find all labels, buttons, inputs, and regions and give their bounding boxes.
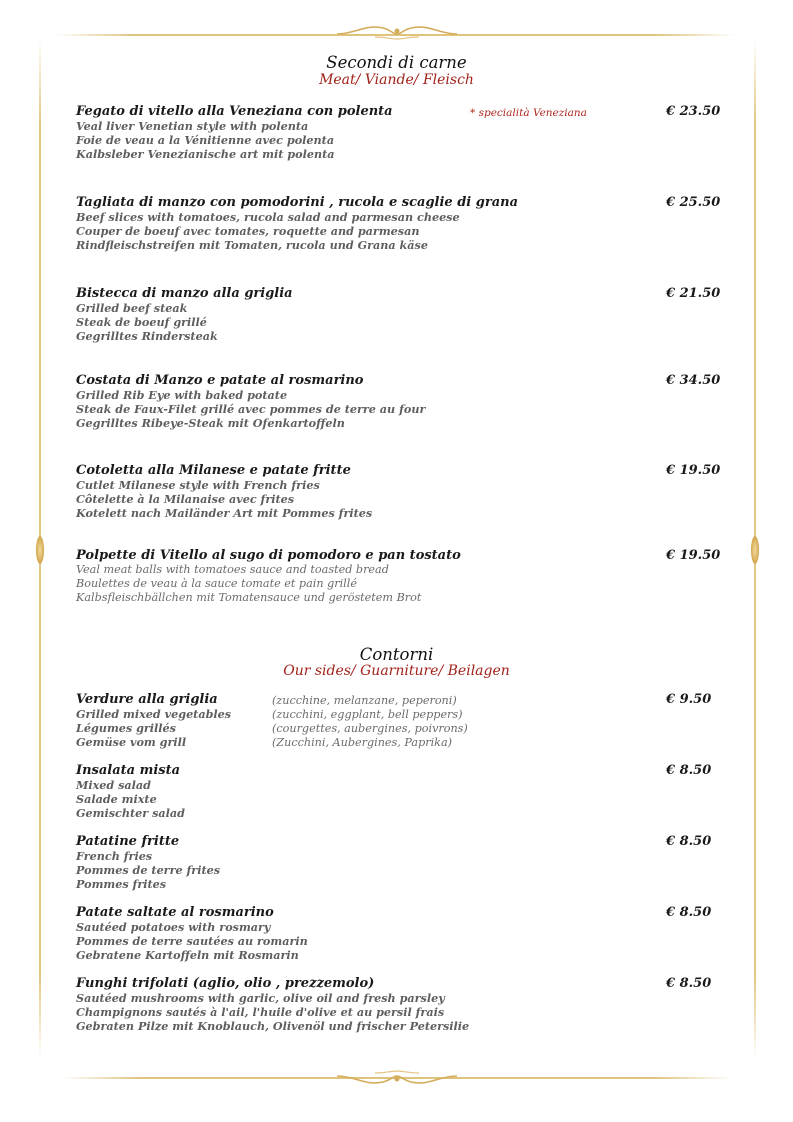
item-price: € 21.50	[666, 286, 721, 301]
menu-item	[76, 104, 726, 161]
item-german: Gebratene Kartoffeln mit Rosmarin	[76, 948, 299, 962]
menu-item	[76, 905, 726, 962]
item-english: Beef slices with tomatoes, rucola salad and parmesan cheese	[76, 210, 460, 224]
menu-item	[76, 373, 726, 430]
item-french: Boulettes de veau à la sauce tomate et pain grillé	[76, 577, 357, 590]
item-german: Rindfleischstreifen mit Tomaten, rucola und Grana käse	[76, 238, 428, 252]
item-french: Côtelette à la Milanaise avec frites	[76, 492, 295, 506]
menu-item	[76, 286, 726, 343]
item-german: Gemischter salad	[76, 806, 185, 820]
note-italian: (zucchine, melanzane, peperoni)	[272, 694, 457, 707]
item-german: Gemüse vom grill	[76, 735, 187, 749]
vegetable-notes	[272, 694, 468, 750]
meat-section-title: Secondi di carne	[326, 53, 467, 72]
menu-item	[76, 463, 726, 520]
item-french: Couper de boeuf avec tomates, roquette and parmesan	[76, 224, 420, 238]
item-name: Tagliata di manzo con pomodorini , rucola e scaglie di grana	[76, 195, 519, 210]
menu-item	[76, 834, 726, 891]
item-english: Mixed salad	[76, 778, 152, 792]
item-french: Pommes de terre frites	[76, 863, 221, 877]
item-name: Polpette di Vitello al sugo di pomodoro e pan tostato	[76, 548, 461, 563]
item-german: Gebraten Pilze mit Knoblauch, Olivenöl und frischer Petersilie	[76, 1019, 470, 1033]
note-german: (Zucchini, Aubergines, Paprika)	[272, 736, 452, 749]
item-french: Steak de Faux-Filet grillé avec pommes de terre au four	[76, 402, 426, 416]
item-english: Grilled mixed vegetables	[76, 707, 232, 721]
menu-item	[76, 976, 726, 1033]
item-english: Cutlet Milanese style with French fries	[76, 478, 320, 492]
item-english: French fries	[76, 849, 153, 863]
menu-item	[76, 548, 726, 605]
item-german: Gegrilltes Rindersteak	[76, 329, 218, 343]
item-french: Steak de boeuf grillé	[76, 315, 207, 329]
item-french: Foie de veau a la Vénitienne avec polenta	[76, 133, 335, 147]
item-french: Champignons sautés à l'ail, l'huile d'olive et au persil frais	[76, 1005, 445, 1019]
item-german: Gegrilltes Ribeye-Steak mit Ofenkartoffeln	[76, 416, 345, 430]
menu-item	[76, 195, 726, 252]
item-german: Pommes frites	[76, 877, 167, 891]
item-french: Salade mixte	[76, 792, 157, 806]
item-english: Sautéed mushrooms with garlic, olive oil and fresh parsley	[76, 991, 445, 1005]
item-name: Patatine fritte	[76, 834, 180, 849]
bottom-ornament-icon	[335, 1068, 459, 1090]
item-french: Pommes de terre sautées au romarin	[76, 934, 308, 948]
item-name: Insalata mista	[76, 763, 181, 778]
item-price: € 23.50	[666, 104, 721, 119]
item-price: € 25.50	[666, 195, 721, 210]
item-english: Grilled Rib Eye with baked potate	[76, 388, 288, 402]
item-name: Bistecca di manzo alla griglia	[76, 286, 293, 301]
item-name: Patate saltate al rosmarino	[76, 905, 274, 920]
item-price: € 34.50	[666, 373, 721, 388]
item-price: € 19.50	[666, 463, 721, 478]
item-german: Kalbsleber Venezianische art mit polenta	[76, 147, 335, 161]
menu-item	[76, 763, 726, 820]
item-english: Veal meat balls with tomatoes sauce and toasted bread	[76, 563, 389, 576]
item-price: € 8.50	[666, 763, 712, 778]
note-french: (courgettes, aubergines, poivrons)	[272, 722, 468, 735]
specialty-note: * specialità Veneziana	[470, 107, 587, 119]
item-german: Kotelett nach Mailänder Art mit Pommes frites	[76, 506, 373, 520]
item-name: Fegato di vitello alla Veneziana con polenta	[76, 104, 393, 119]
item-english: Grilled beef steak	[76, 301, 188, 315]
item-english: Veal liver Venetian style with polenta	[76, 119, 309, 133]
top-ornament-icon	[335, 20, 459, 42]
item-french: Légumes grillés	[76, 721, 176, 735]
item-name: Funghi trifolati (aglio, olio , prezzemolo)	[76, 976, 375, 991]
item-price: € 8.50	[666, 834, 712, 849]
item-price: € 19.50	[666, 548, 721, 563]
item-english: Sautéed potatoes with rosmary	[76, 920, 271, 934]
left-ornament-icon	[36, 536, 44, 564]
sides-section-title: Contorni	[359, 645, 434, 664]
right-ornament-icon	[751, 536, 759, 564]
item-name: Verdure alla griglia	[76, 692, 218, 707]
sides-section-subtitle: Our sides/ Guarniture/ Beilagen	[283, 663, 510, 679]
item-price: € 9.50	[666, 692, 712, 707]
item-name: Costata di Manzo e patate al rosmarino	[76, 373, 364, 388]
meat-section-subtitle: Meat/ Viande/ Fleisch	[319, 72, 474, 88]
note-english: (zucchini, eggplant, bell peppers)	[272, 708, 463, 721]
item-price: € 8.50	[666, 905, 712, 920]
item-german: Kalbsfleischbällchen mit Tomatensauce und geröstetem Brot	[76, 591, 422, 604]
item-name: Cotoletta alla Milanese e patate fritte	[76, 463, 351, 478]
item-price: € 8.50	[666, 976, 712, 991]
